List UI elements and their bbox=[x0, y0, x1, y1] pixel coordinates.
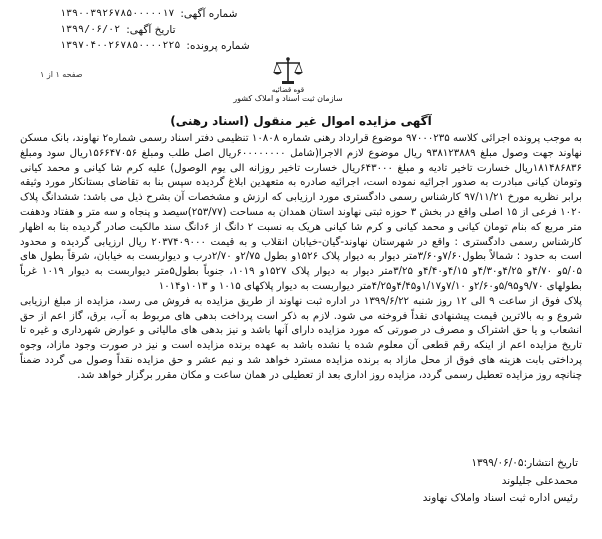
ad-date-row bbox=[60, 22, 400, 38]
ad-number: ۱۳۹۰۰۳۹۲۶۷۸۵۰۰۰۰۰۱۷ bbox=[60, 8, 175, 19]
ad-date-label: تاریخ آگهی: bbox=[126, 24, 176, 36]
page-number: صفحه ۱ از ۱ bbox=[40, 70, 83, 79]
signatory-name: محمدعلی جلیلوند bbox=[501, 474, 578, 487]
logo-line-organization: سازمان ثبت اسناد و املاک کشور bbox=[233, 94, 343, 103]
ad-date: ۱۳۹۹/۰۶/۰۲ bbox=[60, 24, 121, 35]
ad-number-label: شماره آگهی: bbox=[180, 8, 238, 20]
notice-title: آگهی مزایده اموال غیر منقول (اسناد رهنی) bbox=[170, 114, 432, 128]
scales-of-justice-icon bbox=[271, 56, 305, 86]
body-paragraph: پلاک فوق از ساعت ۹ الی ۱۲ روز شنبه ۱۳۹۹/۶/۲۲ در اداره ثبت نهاوند از طریق مزایده به فروش می رسد، مزایده از مبلغ ارزیابی شروع و به بالاترین قیمت پیشنهادی نقداً فروخته می شود. لازم به ذکر است پرداخت بدهی های مربوط به آب، برق، گاز اعم از حق انشعاب و یا حق اشتراک و مصرف در صورتی که مورد مزایده دارای آنها باشد و نیز بدهی های مالیاتی و عوارض شهرداری و غیره تا تاریخ مزایده اعم از اینکه رقم قطعی آن معلوم شده یا نشده باشد به عهده برنده مزایده است و نیز در صورت وجود مازاد، وجوه پرداختی بابت هزینه های فوق از محل مازاد به برنده مزایده مسترد خواهد شد و نیم عشر و حق مزایده نقداً وصول می گردد ضمناً چنانچه روز مزایده تعطیل رسمی گردد، مزایده روز اداری بعد از تعطیلی در همان ساعت و مکان مقرر برگزار خواهد شد. bbox=[20, 295, 583, 381]
signatory-position: رئیس اداره ثبت اسناد واملاک نهاوند bbox=[422, 492, 578, 504]
file-number-label: شماره پرونده: bbox=[186, 40, 250, 52]
signature-block bbox=[423, 455, 578, 508]
file-number: ۱۳۹۷۰۴۰۰۲۶۷۸۵۰۰۰۰۲۲۵ bbox=[60, 40, 181, 51]
notice-body bbox=[20, 132, 582, 384]
file-number-row bbox=[60, 38, 400, 54]
publish-date: تاریخ انتشار:۱۳۹۹/۰۶/۰۵ bbox=[471, 457, 578, 469]
body-paragraph: به موجب پرونده اجرائی کلاسه ۹۷۰۰۰۲۳۵ موضوع قرارداد رهنی شماره ۱۰۸۰۸ تنظیمی دفتر اسناد رسمی شماره۲ نهاوند، بانک مسکن نهاوند جهت وصول مبلغ ۹۳۸۱۲۳۸۸۹ ریال موضوع لازم الاجرا(شامل ۶۰۰۰۰۰۰۰۰ریال اصل طلب ومبلغ ۱۵۶۶۴۷۰۵۶ریال سود ومبلغ ۱۸۱۴۸۶۸۳۶ریال خسارت تاخیر تادیه و مبلغ ۶۴۳۰۰۰ریال خسارت تاخیر روزانه الی یوم الوصول) علیه کرم شا کیانی و محمد کیانی وتومان کیانی مبادرت به صدور اجرائیه نموده است، اجرائیه صادره به متعهدین ابلاغ گردیده سپس بنا به تقاضای بستانکار مورد وثیقه برابر نظریه مورخ ۹۷/۱۱/۲۱ کارشناس رسمی دادگستری مورد ارزیابی که ارزش و مشخصات آن بشرح ذیل می باشد: ششدانگ پلاک ۱۰۲۰ فرعی از ۱۵ اصلی واقع در بخش ۳ حوزه ثبتی نهاوند استان همدان به مساحت (۲۵۳/۷۷)سیصد و پنجاه و سه متر و هفتاد ودهفت متر مربع که بنام تومان کیانی و محمد کیانی و کرم شا کیانی هریک به نسبت ۲ دانگ از ۶دانگ سند مالکیت صادر گردیده بنا به اظهار کارشناس رسمی دادگستری : واقع در شهرستان نهاوند-گیان-خیابان انقلاب و به قیمت ۲۰۳۷۴۰۹۰۰۰ ریال ارزیابی گردیده و محدود است به حدود : شمالاً بطول۷/۶۰و۳/۶۰متر دیوار به دیوار پلاک ۱۵۲۶و بطول ۲/۷۵و ۲/۷۰درب و دیواربست به خیابان، شرقاً بطول های ۵/۰۵و ۴/۷۰و ۴/۲۵و۴/۳۰و ۴/۱۵و۴/۴۰و ۳/۲۵متر دیوار به دیوار پلاک ۱۵۲۷و ۱۰۱۹، جنوباً بطول۵متر دیواربست به دیوار ۱۰۱۹ غرباً بطولهای ۹/۷۰و۵/۹۵و۲/۶۰و ۷/۱۰و۱/۱۷و۴/۴۵و۴/۲۵متر دیواربست به دیوار پلاکهای ۱۰۱۵ و ۱۰۱۳و۱۰۱۴ bbox=[20, 133, 583, 292]
ad-number-row bbox=[60, 6, 400, 22]
ad-metadata bbox=[60, 6, 400, 54]
logo-line-judiciary: قوه قضائیه bbox=[271, 86, 305, 94]
